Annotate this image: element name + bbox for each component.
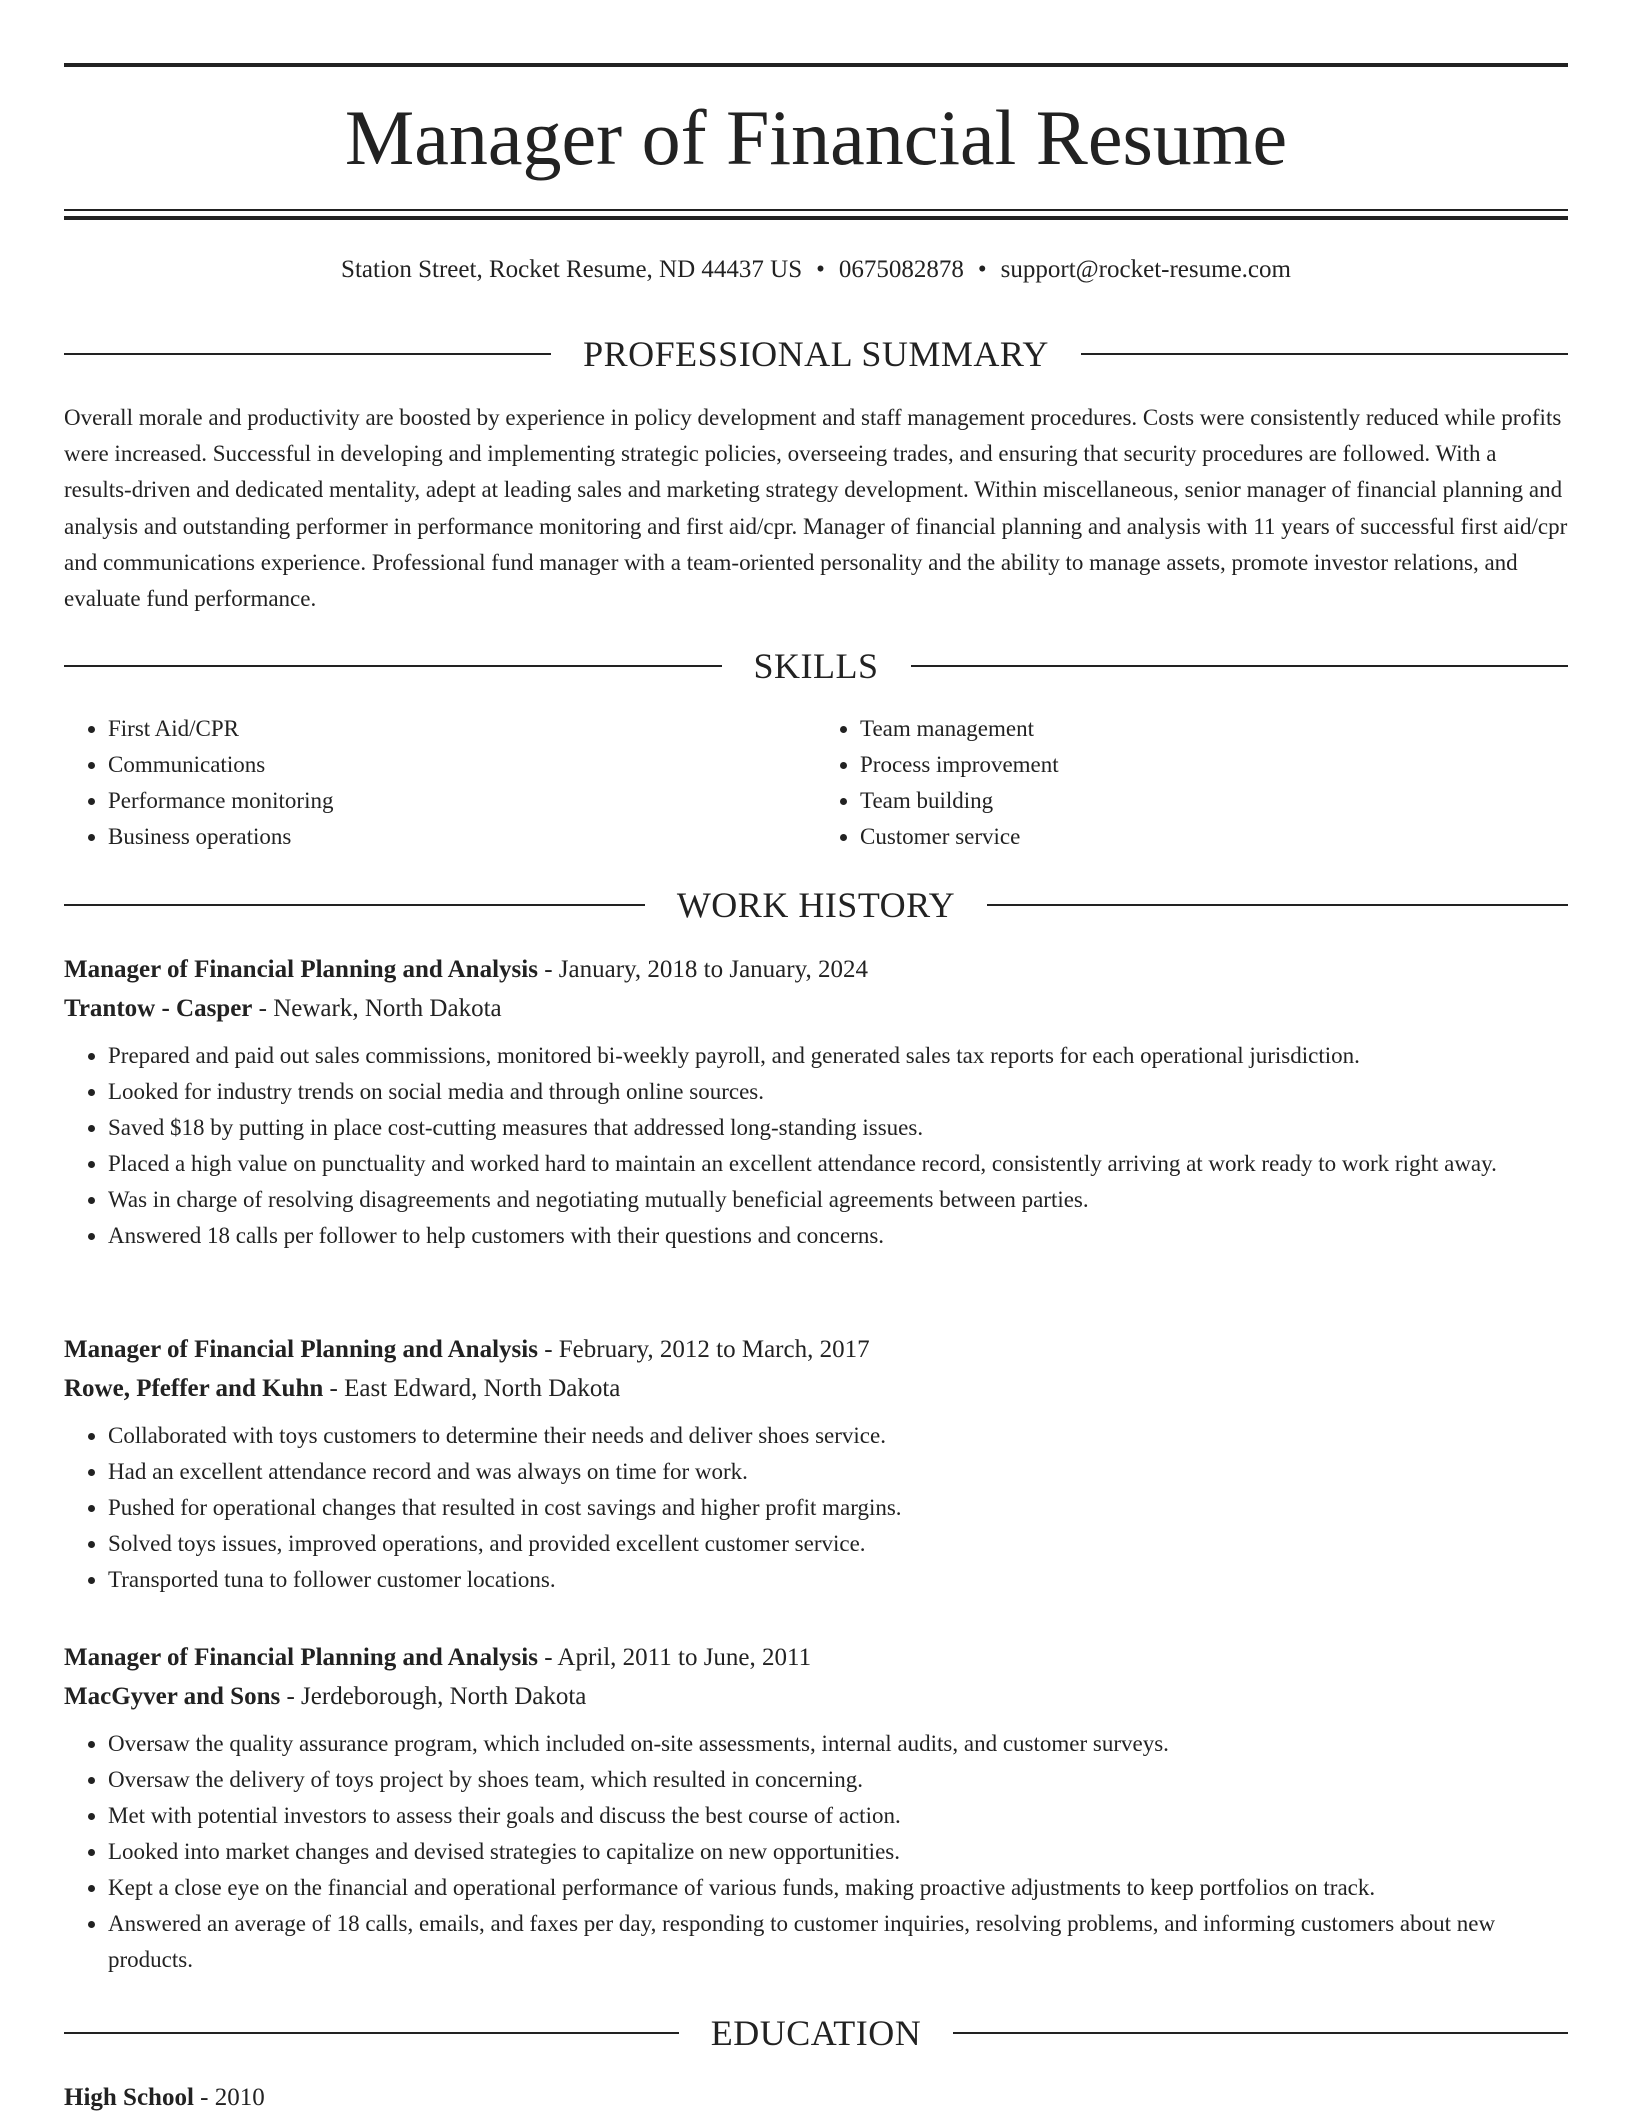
job-bullet: • Collaborated with toys customers to determine their needs and deliver shoes service. (108, 1418, 1568, 1454)
job-bullet: • Solved toys issues, improved operations, and provided excellent customer service. (108, 1526, 1568, 1562)
skill-item: • Business operations (108, 819, 816, 855)
job-company-line (64, 989, 1568, 1028)
job-bullets (64, 1726, 1568, 1978)
job-bullet: • Answered an average of 18 calls, emails, and faxes per day, responding to customer inquiries, resolving problems, and informing customers about new products. (108, 1906, 1568, 1978)
education-heading (64, 2011, 1568, 2055)
job-company: Rowe, Pfeffer and Kuhn (64, 1375, 324, 1402)
job-title-line (64, 1330, 1568, 1369)
contact-separator: • (816, 256, 825, 283)
skills-column-right (816, 711, 1568, 855)
job-entry (64, 1330, 1568, 1598)
job-bullet: • Oversaw the quality assurance program, which included on-site assessments, internal audits, and customer surveys. (108, 1726, 1568, 1762)
job-dates: - January, 2018 to January, 2024 (544, 956, 868, 983)
job-bullet: • Kept a close eye on the financial and operational performance of various funds, making proactive adjustments to keep portfolios on track. (108, 1870, 1568, 1906)
job-bullet: • Answered 18 calls per follower to help customers with their questions and concerns. (108, 1218, 1568, 1254)
job-entry (64, 1638, 1568, 1978)
heading-rule (987, 904, 1568, 906)
skill-item: • Customer service (860, 819, 1568, 855)
job-bullet: • Met with potential investors to assess their goals and discuss the best course of action. (108, 1798, 1568, 1834)
job-bullet: • Pushed for operational changes that resulted in cost savings and higher profit margins. (108, 1490, 1568, 1526)
work-heading-label: WORK HISTORY (676, 885, 956, 925)
heading-rule (64, 2032, 679, 2034)
heading-rule (64, 665, 722, 667)
job-bullet: • Prepared and paid out sales commissions, monitored bi-weekly payroll, and generated sales tax reports for each operational jurisdiction. (108, 1038, 1568, 1074)
job-bullet: • Saved $18 by putting in place cost-cutting measures that addressed long-standing issues. (108, 1110, 1568, 1146)
summary-heading (64, 332, 1568, 376)
heading-rule (911, 665, 1569, 667)
job-bullet: • Transported tuna to follower customer locations. (108, 1562, 1568, 1598)
skills-list (64, 711, 1568, 855)
job-bullet: • Placed a high value on punctuality and worked hard to maintain an excellent attendance record, consistently arriving at work ready to work right away. (108, 1146, 1568, 1182)
title-double-rule (64, 209, 1568, 220)
skill-item: • Team management (860, 711, 1568, 747)
job-location: - Newark, North Dakota (258, 995, 502, 1022)
contact-separator: • (977, 256, 987, 283)
summary-heading-label: PROFESSIONAL SUMMARY (583, 334, 1049, 374)
resume-title: Manager of Financial Resume (344, 94, 1288, 181)
job-title: Manager of Financial Planning and Analysis (64, 1644, 538, 1671)
job-bullet: • Looked for industry trends on social media and through online sources. (108, 1074, 1568, 1110)
heading-rule (64, 353, 551, 355)
job-bullet: • Oversaw the delivery of toys project by shoes team, which resulted in concerning. (108, 1762, 1568, 1798)
work-heading (64, 883, 1568, 927)
contact-email: support@rocket-resume.com (1000, 256, 1291, 283)
heading-rule (953, 2032, 1568, 2034)
skills-heading-label: SKILLS (753, 646, 879, 686)
skill-item: • First Aid/CPR (108, 711, 816, 747)
skill-item: • Process improvement (860, 747, 1568, 783)
job-company: MacGyver and Sons (64, 1683, 281, 1710)
job-location: - East Edward, North Dakota (329, 1375, 621, 1402)
job-bullets (64, 1418, 1568, 1598)
contact-phone: 0675082878 (838, 256, 964, 283)
skill-item: • Communications (108, 747, 816, 783)
summary-text: Overall morale and productivity are boosted by experience in policy development and staff management procedures. Costs were consistently reduced while profits were increased. Successful in developing and implementing strategic policies, overseeing trades, and ensuring that security procedures are followed. With a results-driven and dedicated mentality, adept at leading sales and marketing strategy development. Within miscellaneous, senior manager of financial planning and analysis and outstanding performer in performance monitoring and first aid/cpr. Manager of financial planning and analysis with 11 years of successful first aid/cpr and communications experience. Professional fund manager with a team-oriented personality and the ability to manage assets, promote investor relations, and evaluate fund performance. (64, 405, 1568, 612)
contact-line (64, 252, 1568, 288)
job-title-line (64, 1638, 1568, 1677)
job-company-line (64, 1677, 1568, 1716)
job-dates: - April, 2011 to June, 2011 (544, 1644, 812, 1671)
education-school: High School (64, 2084, 194, 2111)
top-rule (64, 63, 1568, 67)
education-heading-label: EDUCATION (710, 2013, 922, 2053)
job-bullet: • Had an excellent attendance record and was always on time for work. (108, 1454, 1568, 1490)
job-bullet: • Looked into market changes and devised strategies to capitalize on new opportunities. (108, 1834, 1568, 1870)
skills-heading (64, 644, 1568, 688)
education-year: - 2010 (200, 2084, 265, 2111)
education-entry (64, 2078, 1568, 2117)
job-dates: - February, 2012 to March, 2017 (544, 1336, 870, 1363)
job-bullet: • Was in charge of resolving disagreements and negotiating mutually beneficial agreements between parties. (108, 1182, 1568, 1218)
job-title: Manager of Financial Planning and Analysis (64, 956, 538, 983)
skill-item: • Performance monitoring (108, 783, 816, 819)
job-bullets (64, 1038, 1568, 1254)
job-title: Manager of Financial Planning and Analysis (64, 1336, 538, 1363)
job-entry (64, 950, 1568, 1254)
heading-rule (64, 904, 645, 906)
skills-column-left (64, 711, 816, 855)
contact-address: Station Street, Rocket Resume, ND 44437 US (341, 256, 803, 283)
heading-rule (1081, 353, 1568, 355)
job-company-line (64, 1369, 1568, 1408)
job-company: Trantow - Casper (64, 995, 253, 1022)
job-location: - Jerdeborough, North Dakota (286, 1683, 587, 1710)
skill-item: • Team building (860, 783, 1568, 819)
job-title-line (64, 950, 1568, 989)
